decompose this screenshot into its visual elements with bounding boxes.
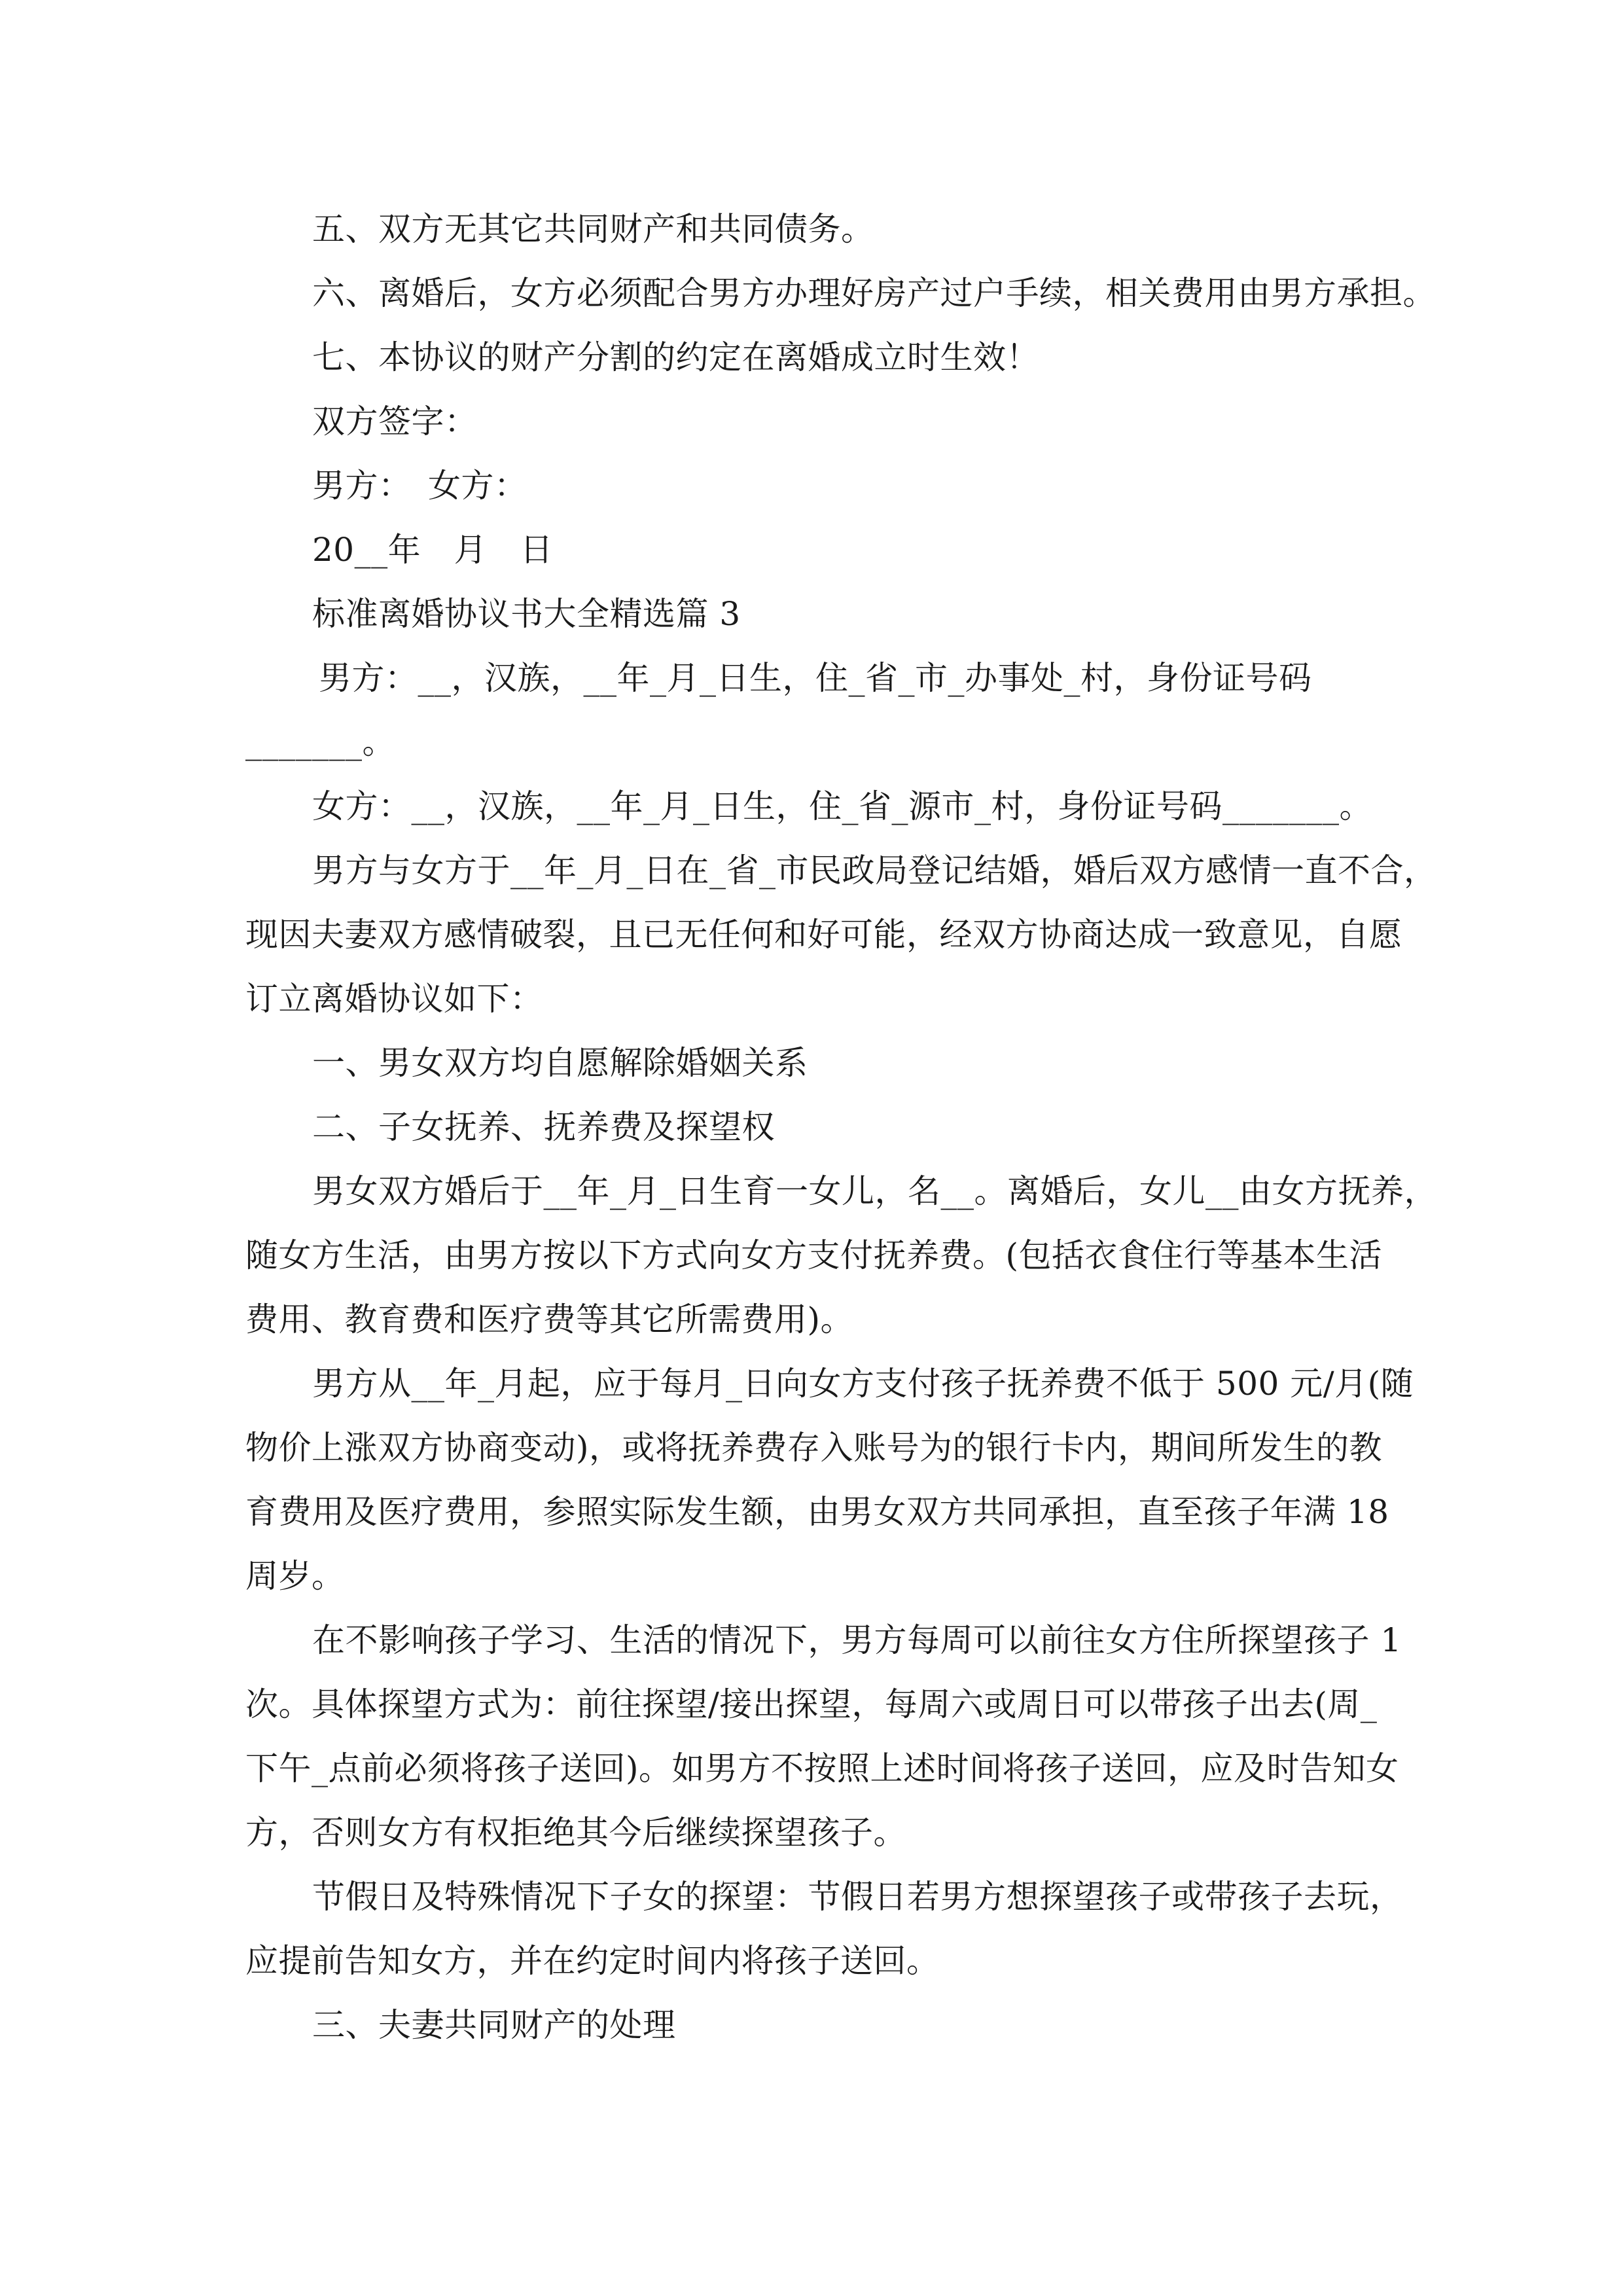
article-three: 三、夫妻共同财产的处理: [312, 2006, 676, 2044]
visitation-paragraph-line-2: 次。具体探望方式为：前往探望/接出探望，每周六或周日可以带孩子出去(周_: [245, 1685, 1378, 1723]
clause-six: 六、离婚后，女方必须配合男方办理好房产过户手续，相关费用由男方承担。: [312, 274, 1436, 312]
custody-paragraph-line-3: 费用、教育费和医疗费等其它所需费用)。: [245, 1300, 854, 1338]
signature-parties: 男方： 女方：: [312, 467, 527, 505]
custody-paragraph-line-2: 随女方生活，由男方按以下方式向女方支付抚养费。(包括衣食住行等基本生活: [245, 1236, 1383, 1274]
male-party-info-cont: _______。: [245, 723, 395, 761]
custody-paragraph-line-1: 男女双方婚后于__年_月_日生育一女儿，名__。离婚后，女儿__由女方抚养，: [312, 1172, 1437, 1210]
article-one: 一、男女双方均自愿解除婚姻关系: [312, 1044, 808, 1082]
signature-date: 20__年 月 日: [312, 531, 554, 569]
article-two: 二、子女抚养、抚养费及探望权: [312, 1108, 775, 1146]
clause-seven: 七、本协议的财产分割的约定在离婚成立时生效！: [312, 338, 1039, 376]
visitation-paragraph-line-3: 下午_点前必须将孩子送回)。如男方不按照上述时间将孩子送回，应及时告知女: [245, 1749, 1399, 1787]
holiday-paragraph-line-1: 节假日及特殊情况下子女的探望：节假日若男方想探望孩子或带孩子去玩，: [312, 1878, 1403, 1916]
intro-paragraph-line-3: 订立离婚协议如下：: [245, 980, 543, 1018]
visitation-paragraph-line-4: 方，否则女方有权拒绝其今后继续探望孩子。: [245, 1814, 906, 1852]
support-paragraph-line-1: 男方从__年_月起，应于每月_日向女方支付孩子抚养费不低于 500 元/月(随: [312, 1365, 1414, 1403]
support-paragraph-line-4: 周岁。: [245, 1557, 345, 1595]
signature-heading: 双方签字：: [312, 403, 478, 440]
section-title: 标准离婚协议书大全精选篇 3: [312, 595, 741, 633]
intro-paragraph-line-2: 现因夫妻双方感情破裂，且已无任何和好可能，经双方协商达成一致意见，自愿: [245, 916, 1402, 954]
female-party-info: 女方：__，汉族，__年_月_日生，住_省_源市_村，身份证号码_______。: [312, 787, 1372, 825]
intro-paragraph-line-1: 男方与女方于__年_月_日在_省_市民政局登记结婚，婚后双方感情一直不合，: [312, 852, 1437, 889]
support-paragraph-line-3: 育费用及医疗费用，参照实际发生额，由男女双方共同承担，直至孩子年满 18: [245, 1493, 1389, 1531]
male-party-info: 男方：__，汉族，__年_月_日生，住_省_市_办事处_村，身份证号码: [319, 659, 1312, 697]
support-paragraph-line-2: 物价上涨双方协商变动)，或将抚养费存入账号为的银行卡内，期间所发生的教: [245, 1429, 1383, 1467]
holiday-paragraph-line-2: 应提前告知女方，并在约定时间内将孩子送回。: [245, 1942, 940, 1980]
visitation-paragraph-line-1: 在不影响孩子学习、生活的情况下，男方每周可以前往女方住所探望孩子 1: [312, 1621, 1402, 1659]
clause-five: 五、双方无其它共同财产和共同债务。: [312, 210, 874, 248]
